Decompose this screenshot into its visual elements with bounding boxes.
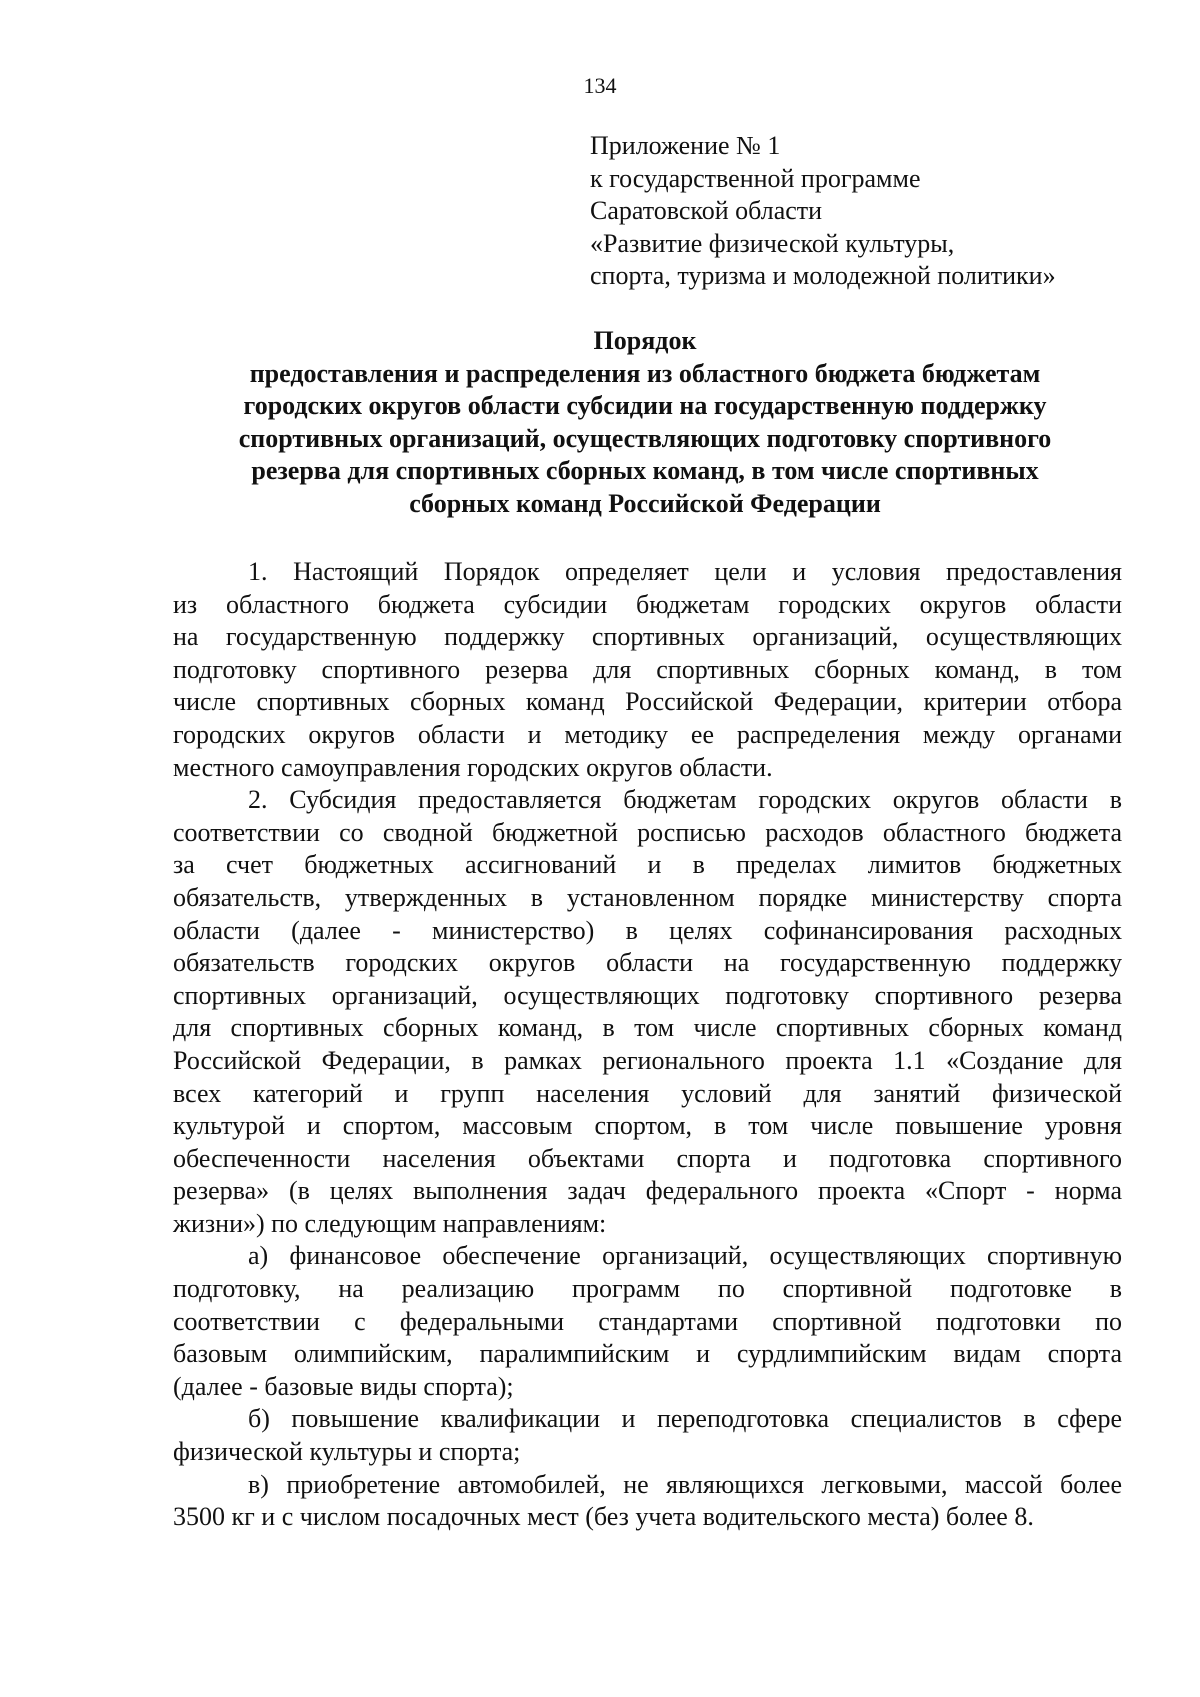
appendix-line: «Развитие физической культуры, [590, 228, 955, 258]
paragraph-line: числе спортивных сборных команд Российской Федерации, критерии отбора [173, 687, 1122, 717]
document-body [173, 556, 1122, 1534]
paragraph-line: всех категорий и групп населения условий для занятий физической [173, 1078, 1122, 1108]
appendix-header [590, 130, 1150, 293]
paragraph-line: подготовку, на реализацию программ по спортивной подготовке в [173, 1274, 1122, 1304]
paragraph [173, 1403, 1122, 1468]
paragraph-line: а) финансовое обеспечение организаций, осуществляющих спортивную [248, 1241, 1122, 1271]
appendix-line: к государственной программе [590, 163, 921, 193]
paragraph-line: соответствии с федеральными стандартами спортивной подготовки по [173, 1306, 1122, 1336]
title-line: предоставления и распределения из областного бюджета бюджетам [249, 358, 1041, 388]
paragraph [173, 1469, 1122, 1534]
paragraph-line: для спортивных сборных команд, в том числе спортивных сборных команд [173, 1013, 1122, 1043]
paragraph-line: культурой и спортом, массовым спортом, в том числе повышение уровня [173, 1111, 1122, 1141]
title-line: городских округов области субсидии на государственную поддержку [243, 391, 1047, 420]
paragraph-line: спортивных организаций, осуществляющих подготовку спортивного резерва [173, 980, 1122, 1010]
page-number: 134 [583, 73, 617, 98]
paragraph-line: на государственную поддержку спортивных организаций, осуществляющих [173, 622, 1122, 652]
paragraph-line: физической культуры и спорта; [173, 1437, 521, 1467]
appendix-line: Приложение № 1 [590, 131, 781, 160]
paragraph [173, 784, 1122, 1240]
paragraph-line: (далее - базовые виды спорта); [173, 1371, 514, 1401]
paragraph-line: 3500 кг и с числом посадочных мест (без учета водительского места) более 8. [173, 1502, 1034, 1532]
paragraph-line: в) приобретение автомобилей, не являющихся легковыми, массой более [248, 1469, 1122, 1499]
paragraph-line: из областного бюджета субсидии бюджетам городских округов области [173, 589, 1122, 619]
document-title [180, 325, 1110, 520]
paragraph-line: 1. Настоящий Порядок определяет цели и условия предоставления [248, 557, 1122, 586]
paragraph-line: области (далее - министерство) в целях софинансирования расходных [173, 915, 1122, 945]
paragraph-line: городских округов области и методику ее распределения между органами [173, 719, 1122, 749]
paragraph-line: Российской Федерации, в рамках регионального проекта 1.1 «Создание для [173, 1045, 1122, 1075]
paragraph-line: обязательств, утвержденных в установленном порядке министерству спорта [173, 882, 1122, 912]
title-line: спортивных организаций, осуществляющих подготовку спортивного [238, 423, 1052, 453]
paragraph-line: резерва» (в целях выполнения задач федерального проекта «Спорт - норма [173, 1176, 1122, 1206]
paragraph-line: жизни») по следующим направлениям: [173, 1208, 607, 1238]
paragraph-line: базовым олимпийским, паралимпийским и сурдлимпийским видам спорта [173, 1339, 1122, 1369]
appendix-line: спорта, туризма и молодежной политики» [590, 261, 1056, 290]
paragraph-line: за счет бюджетных ассигнований и в пределах лимитов бюджетных [173, 850, 1122, 880]
paragraph-line: соответствии со сводной бюджетной росписью расходов областного бюджета [173, 817, 1122, 847]
paragraph-line: б) повышение квалификации и переподготовка специалистов в сфере [248, 1404, 1122, 1434]
paragraph-line: местного самоуправления городских округов области. [173, 752, 773, 782]
paragraph-line: подготовку спортивного резерва для спортивных сборных команд, в том [173, 654, 1122, 684]
paragraph [173, 1240, 1122, 1403]
title-line: Порядок [593, 326, 697, 355]
title-line: резерва для спортивных сборных команд, в том числе спортивных [251, 456, 1039, 485]
paragraph-line: обеспеченности населения объектами спорта и подготовка спортивного [173, 1143, 1122, 1173]
paragraph [173, 556, 1122, 784]
paragraph-line: 2. Субсидия предоставляется бюджетам городских округов области в [248, 785, 1122, 815]
title-line: сборных команд Российской Федерации [409, 488, 881, 518]
appendix-line: Саратовской области [590, 196, 823, 225]
paragraph-line: обязательств городских округов области на государственную поддержку [173, 948, 1122, 978]
